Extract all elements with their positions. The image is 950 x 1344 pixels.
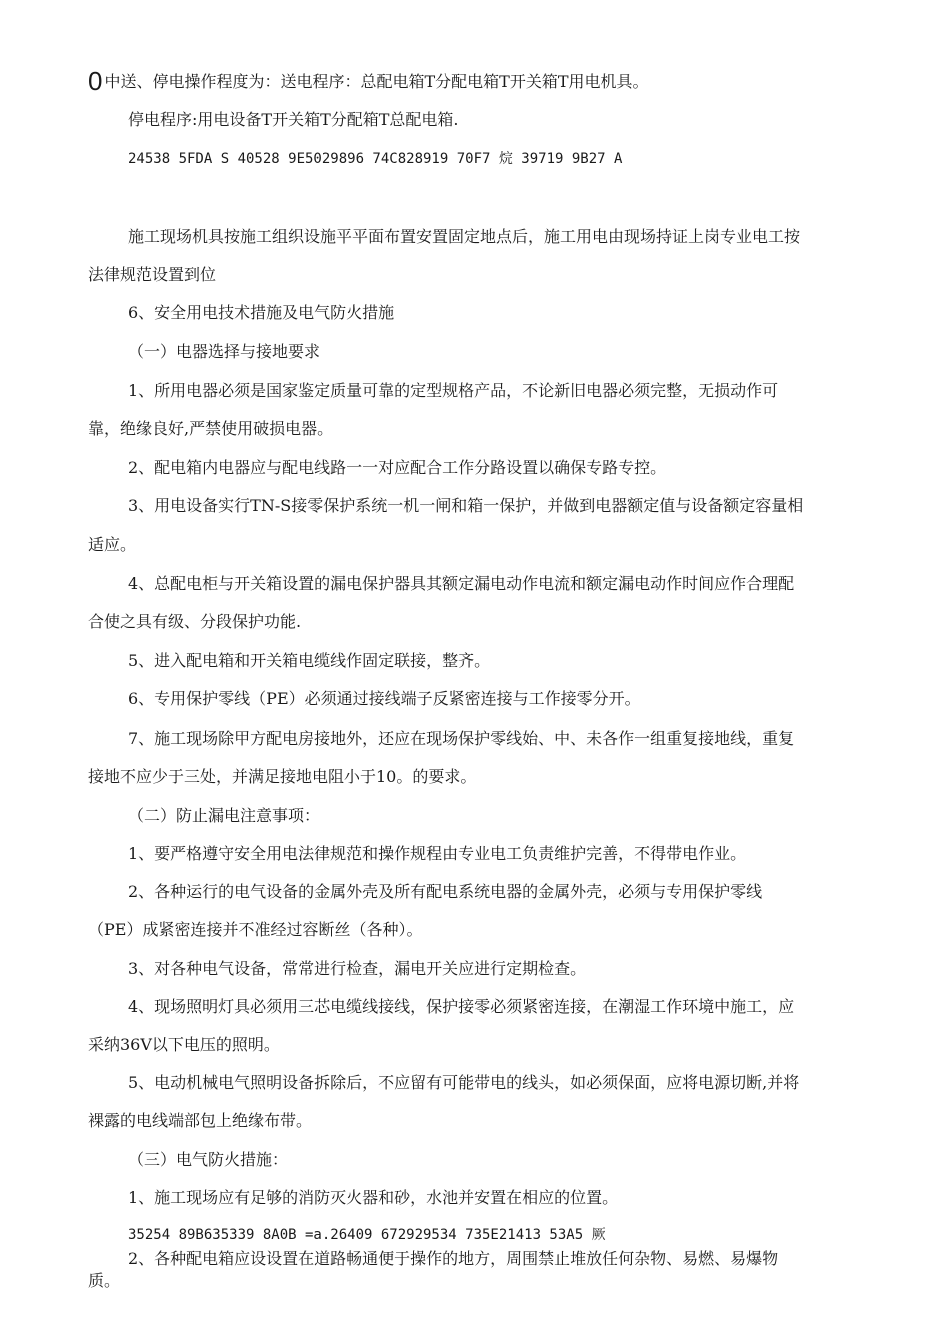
paragraph-line: 1、施工现场应有足够的消防灭火器和砂，水池并安置在相应的位置。 bbox=[128, 1188, 619, 1207]
paragraph-line: 裸露的电线端部包上绝缘布带。 bbox=[88, 1111, 313, 1130]
paragraph-line: 6、专用保护零线（PE）必须通过接线端子反紧密连接与工作接零分开。 bbox=[128, 689, 641, 708]
hash-code-line: 24538 5FDA S 40528 9E5029896 74C828919 70F7 烷 39719 9B27 A bbox=[128, 151, 623, 167]
subsection-heading: （二）防止漏电注意事项： bbox=[128, 806, 321, 825]
paragraph-line: （PE）成紧密连接并不准经过容断丝（各种）。 bbox=[88, 920, 423, 939]
paragraph-line: 3、对各种电气设备，常常进行检查，漏电开关应进行定期检查。 bbox=[128, 959, 587, 978]
paragraph-line: 采纳36V以下电压的照明。 bbox=[88, 1035, 280, 1054]
paragraph-line: 施工现场机具按施工组织设施平平面布置安置固定地点后，施工用电由现场持证上岗专业电工按 bbox=[128, 227, 801, 246]
subsection-heading: （一）电器选择与接地要求 bbox=[128, 342, 321, 361]
paragraph-line: 5、进入配电箱和开关箱电缆线作固定联接，整齐。 bbox=[128, 651, 491, 670]
paragraph-line: 接地不应少于三处，并满足接地电阻小于10。的要求。 bbox=[88, 767, 477, 786]
subsection-heading: （三）电气防火措施： bbox=[128, 1150, 289, 1169]
paragraph-line: 法律规范设置到位 bbox=[88, 265, 217, 284]
paragraph-line: 4、现场照明灯具必须用三芯电缆线接线，保护接零必须紧密连接，在潮湿工作环境中施工，应 bbox=[128, 997, 795, 1016]
paragraph-line: 停电程序:用电设备T开关箱T分配箱T总配电箱. bbox=[128, 110, 459, 129]
paragraph-line: 3、用电设备实行TN-S接零保护系统一机一闸和箱一保护，并做到电器额定值与设备额定容量相 bbox=[128, 496, 804, 515]
paragraph-line: 2、各种配电箱应设设置在道路畅通便于操作的地方，周围禁止堆放任何杂物、易燃、易爆物 bbox=[128, 1249, 779, 1268]
paragraph-line: 1、要严格遵守安全用电法律规范和操作规程由专业电工负责维护完善，不得带电作业。 bbox=[128, 844, 747, 863]
paragraph-line: 1、所用电器必须是国家鉴定质量可靠的定型规格产品，不论新旧电器必须完整，无损动作可 bbox=[128, 381, 779, 400]
paragraph-line: 靠，绝缘良好,严禁使用破损电器。 bbox=[88, 419, 334, 438]
paragraph-line: 7、施工现场除甲方配电房接地外，还应在现场保护零线始、中、未各作一组重复接地线，重复 bbox=[128, 729, 795, 748]
hash-code-line: 35254 89B635339 8A0B =a.26409 672929534 735E21413 53A5 厥 bbox=[128, 1227, 606, 1243]
paragraph-line: 2、各种运行的电气设备的金属外壳及所有配电系统电器的金属外壳，必须与专用保护零线 bbox=[128, 882, 763, 901]
paragraph-line: 适应。 bbox=[88, 535, 137, 554]
section-heading: 6、安全用电技术措施及电气防火措施 bbox=[128, 303, 395, 322]
paragraph-line: 质。 bbox=[88, 1271, 121, 1290]
paragraph-line bbox=[88, 68, 894, 94]
leading-zero: 0 bbox=[88, 66, 103, 96]
paragraph-line: 4、总配电柜与开关箱设置的漏电保护器具其额定漏电动作电流和额定漏电动作时间应作合理配 bbox=[128, 574, 795, 593]
paragraph-line: 合使之具有级、分段保护功能. bbox=[88, 612, 302, 631]
line-text: 中送、停电操作程度为：送电程序：总配电箱T分配电箱T开关箱T用电机具。 bbox=[104, 72, 649, 91]
paragraph-line: 2、配电箱内电器应与配电线路一一对应配合工作分路设置以确保专路专控。 bbox=[128, 458, 667, 477]
paragraph-line: 5、电动机械电气照明设备拆除后，不应留有可能带电的线头，如必须保面，应将电源切断,并将 bbox=[128, 1073, 800, 1092]
